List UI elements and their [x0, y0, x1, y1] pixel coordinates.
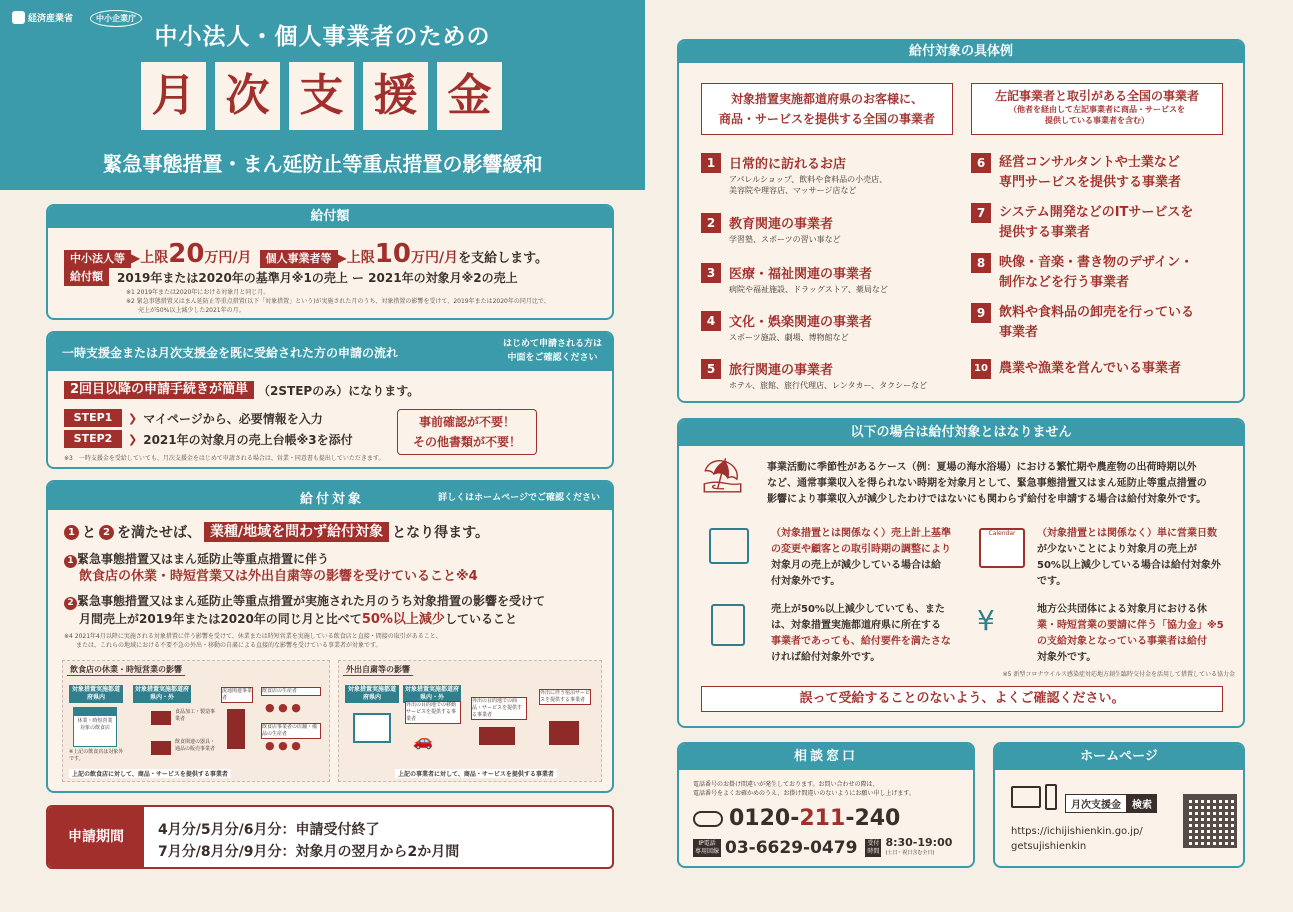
sme-logo: 中小企業庁 — [90, 10, 142, 27]
coin-hand-icon: ¥ — [977, 604, 995, 637]
eligibility-highlight: 業種/地域を問わず給付対象 — [204, 522, 389, 542]
eligibility-heading: 給付対象 — [299, 492, 364, 507]
eligibility-note: ※4 2021年4月以降に実施される対象措置に伴う影響を受けて、休業または時短営業を実施している飲食店と直接・間接の取引があること、 または、これらの地域における不要不急の外出・移動の自粛による直接的な影響を受けている事業者が対象です。 — [64, 633, 442, 649]
amount-notes: ※1 2019年または2020年における対象月と同じ月。 ※2 緊急事態措置又はまん延防止等重点措置(以下「対象措置」という)が実施された月のうち、対象措置の影響を受けて、2019年または2020年の同月比で、 売上が50%以上減少した2021年の月。 — [126, 289, 550, 314]
exclusion-seasonal: 事業活動に季節性があるケース（例：夏場の海水浴場）における繁忙期や農産物の出荷時期以外 など、通常事業収入を得られない時期を対象月として、緊急事態措置又はまん延防止等重点措置の 影響により事業収入が減少したわけではないにも関わらず給付を申請する場合は給付対象外です。 — [767, 462, 1207, 505]
factory-icon — [151, 741, 171, 755]
examples-left-box: 対象措置実施都道府県のお客様に、 商品・サービスを提供する全国の事業者 — [701, 83, 953, 135]
example-item-3: 3 医療・福祉関連の事業者 病院や福祉施設、ドラッグストア、薬局など — [701, 263, 888, 295]
diagram-restaurant: 飲食店の休業・時短営業の影響 対象措置実施都道府県内 対象措置実施都道府県内・外 休業・時短営業対象の飲食店 ※上記の飲食店は対象外です。 食品加工・製造事業者 飲食関連の器具・通品の販売事業者 流通関連事業者 飲食店の生産者 ● ● ● 飲食店事業者の店舗・備品の生産者 ● ● ● 上記の飲食店に対して、商品・サービスを提供する事業者 — [62, 660, 330, 782]
period-panel — [46, 805, 614, 869]
amount-panel — [46, 204, 614, 320]
condition-1: 1 緊急事態措置又はまん延防止等重点措置に伴う 飲食店の休業・時短営業又は外出自粛等の影響を受けていること※4 — [64, 550, 478, 586]
example-item-1: 1 日常的に訪れるお店 アパレルショップ、飲料や食料品の小売店、 美容院や理容店、マッサージ店など — [701, 153, 887, 196]
warning-banner: 誤って受給することのないよう、よくご確認ください。 — [701, 686, 1223, 712]
ip-label: IP電話 専用回線 — [695, 840, 720, 855]
corp-tag: 中小法人等 — [64, 250, 131, 268]
condition-1-badge: 1 — [64, 525, 79, 540]
meti-logo: 経済産業省 — [12, 11, 73, 24]
beach-umbrella-icon: ⛱ — [701, 456, 745, 496]
flow-panel — [46, 331, 614, 469]
formula: 2019年または2020年の基準月※1の売上 ー 2021年の対象月※2の売上 — [117, 270, 518, 285]
diagram-outing: 外出自粛等の影響 対象措置実施都道府県内 対象措置実施都道府県内・外 外出の目的地での移動サービスを提供する事業者 🚗 外出の目的地での商品・サービスを提供する事業者 外出に伴う宿泊サービスを提供する事業者 上記の事業者に対して、商品・サービスを提供する事業者 — [338, 660, 602, 782]
title-char: 次 — [215, 62, 280, 130]
example-item-5: 5 旅行関連の事業者 ホテル、旅館、旅行代理店、レンタカー、タクシーなど — [701, 359, 927, 391]
period-line-2: 7月分/8月分/9月分：対象月の翌月から2か月間 — [158, 844, 460, 860]
arrow-icon: ▶ — [337, 251, 347, 265]
contact-panel — [677, 742, 975, 868]
step1-row: STEP1 ❯ マイページから、必要情報を入力 — [64, 409, 323, 427]
example-item-9: 9 飲料や食料品の卸売を行っている 事業者 — [971, 303, 1194, 343]
example-item-7: 7 システム開発などのITサービスを 提供する事業者 — [971, 203, 1193, 243]
example-item-4: 4 文化・娯楽関連の事業者 スポーツ施設、劇場、博物館など — [701, 311, 872, 343]
period-tag: 申請期間 — [48, 807, 144, 869]
examples-right-box: 左記事業者と取引がある全国の事業者 （他者を経由して左記事業者に商品・サービスを 提供している事業者を含む） — [971, 83, 1223, 135]
arrow-icon: ▶ — [131, 251, 141, 265]
indiv-amount: 10 — [374, 239, 411, 269]
flow-side-note: はじめて申請される方は 中面をご確認ください — [502, 339, 602, 363]
title-boxes — [141, 62, 502, 130]
mobile-icon — [1045, 784, 1057, 810]
restaurant-building: 休業・時短営業対象の飲食店 — [73, 707, 117, 747]
example-item-10: 10 農業や漁業を営んでいる事業者 — [971, 359, 1181, 379]
corp-amount: 20 — [168, 239, 205, 269]
header-subtitle: 緊急事態措置・まん延防止等重点措置の影響緩和 — [102, 152, 543, 176]
freedial-icon — [693, 811, 723, 827]
contact-note: 電話番号のお掛け間違いが発生しております。お問い合わせの際は、 電話番号をよくお確かめのうえ、お掛け間違いのないようにお願い申し上げます。 — [693, 781, 915, 797]
indiv-tag: 個人事業者等 — [260, 250, 338, 268]
shop-icon — [479, 727, 515, 745]
period-line-1: 4月分/5月分/6月分：申請受付終了 — [158, 822, 380, 838]
exclusion-requirements: 売上が50%以上減少していても、また は、対象措置実施都道府県に所在する 事業者であっても、給付要件を満たさな ければ給付対象外です。 — [771, 604, 951, 663]
examples-heading: 給付対象の具体例 — [679, 41, 1243, 63]
qr-code-icon[interactable] — [1183, 794, 1237, 848]
title-char: 支 — [289, 62, 354, 130]
condition-2: 2 緊急事態措置又はまん延防止等重点措置が実施された月のうち対象措置の影響を受けて 月間売上が2019年または2020年の同じ月と比べて50%以上減少していること — [64, 592, 545, 629]
diagram-2-title: 外出自粛等の影響 — [343, 664, 413, 676]
flow-heading: 一時支援金または月次支援金を既に受給された方の申請の流れ — [62, 346, 399, 360]
condition-2-icon: 2 — [64, 597, 77, 610]
flow-note: ※3 一時支援金を受給していても、月次支援金をはじめて申請される場合は、営業・同意書も提出していただきます。 — [64, 455, 385, 462]
easy-tag: 2回目以降の申請手続きが簡単 — [64, 381, 254, 399]
hotel-icon — [549, 721, 579, 745]
invoice-search-icon — [709, 528, 749, 564]
flow-header — [48, 333, 612, 371]
step2-tag: STEP2 — [64, 430, 122, 448]
no-precheck-box: 事前確認が不要！ その他書類が不要！ — [397, 409, 537, 455]
car-icon: 🚗 — [413, 731, 433, 750]
diagram-1-title: 飲食店の休業・時短営業の影響 — [67, 664, 185, 676]
checklist-icon — [711, 604, 745, 646]
homepage-heading: ホームページ — [995, 744, 1243, 770]
step1-tag: STEP1 — [64, 409, 122, 427]
condition-1-icon: 1 — [64, 555, 77, 568]
formula-tag: 給付額 — [64, 268, 109, 286]
exclusion-cooperation: 地方公共団体による対象月における休 業・時短営業の要請に伴う「協力金」※5 の支給対象となっている事業者は給付 対象外です。 — [1037, 604, 1224, 663]
calendar-icon: Calendar — [979, 528, 1025, 568]
title-char: 金 — [437, 62, 502, 130]
search-box[interactable]: 月次支援金 検索 — [1065, 794, 1157, 813]
step2-row: STEP2 ❯ 2021年の対象月の売上台帳※3を添付 — [64, 430, 353, 448]
example-item-2: 2 教育関連の事業者 学習塾、スポーツの習い事など — [701, 213, 841, 245]
examples-panel — [677, 39, 1245, 403]
chevron-right-icon: ❯ — [128, 432, 138, 446]
pc-phone-icon — [1011, 786, 1041, 808]
people-icon: ● ● ● — [265, 739, 301, 752]
exclusion-accounting: （対象措置とは関係なく）売上計上基準 の変更や顧客との取引時期の調整により 対象月の売上が減少している場合は給 付対象外です。 — [771, 528, 951, 587]
search-button[interactable]: 検索 — [1127, 794, 1157, 813]
factory-icon — [151, 711, 171, 725]
exclusion-note: ※5 新型コロナウイルス感染症対応地方創生臨時交付金を活用して措置している協力金 — [1002, 671, 1235, 678]
title-char: 援 — [363, 62, 428, 130]
chevron-right-icon: ❯ — [128, 411, 138, 425]
eligibility-lead: 1 と 2 を満たせば、 業種/地域を問わず給付対象 となり得ます。 — [64, 522, 489, 542]
example-item-6: 6 経営コンサルタントや士業など 専門サービスを提供する事業者 — [971, 153, 1181, 193]
homepage-url[interactable]: https://ichijishienkin.go.jp/ getsujishienkin — [1011, 826, 1143, 852]
office-building-icon — [227, 709, 245, 749]
header-kicker: 中小法人・個人事業者のための — [154, 24, 491, 50]
ip-phone-number: 03-6629-0479 — [725, 838, 858, 858]
condition-2-badge: 2 — [99, 525, 114, 540]
people-icon: ● ● ● — [265, 701, 301, 714]
eligibility-header — [48, 482, 612, 510]
formula-row — [64, 268, 518, 286]
contact-heading: 相談窓口 — [679, 744, 973, 770]
title-char: 月 — [141, 62, 206, 130]
amount-row: 中小法人等 ▶ 上限 20 万円/月 個人事業者等 ▶ 上限 10 万円/月 を支給します。 — [64, 239, 548, 269]
eligibility-panel — [46, 480, 614, 793]
house-icon — [353, 713, 391, 743]
free-dial: 0120-211-240 — [693, 806, 900, 831]
easy-row: 2回目以降の申請手続きが簡単 （2STEPのみ）になります。 — [64, 381, 419, 399]
amount-heading: 給付額 — [48, 206, 612, 228]
example-item-8: 8 映像・音楽・書き物のデザイン・ 制作などを行う事業者 — [971, 253, 1193, 293]
exclusions-panel — [677, 418, 1245, 728]
hours: 8:30-19:00 — [885, 836, 953, 849]
hours-label: 受付 時間 — [867, 840, 880, 855]
ip-phone-row: IP電話 専用回線 03-6629-0479 受付 時間 8:30-19:00 (土日・祝日含む全日) — [695, 836, 953, 858]
exclusion-workdays: （対象措置とは関係なく）単に営業日数 が少ないことにより対象月の売上が 50%以上減少している場合は給付対象外 です。 — [1037, 528, 1221, 587]
homepage-panel — [993, 742, 1245, 868]
exclusions-heading: 以下の場合は給付対象とはなりません — [679, 420, 1243, 446]
eligibility-side: 詳しくはホームページでご確認ください — [438, 493, 600, 503]
